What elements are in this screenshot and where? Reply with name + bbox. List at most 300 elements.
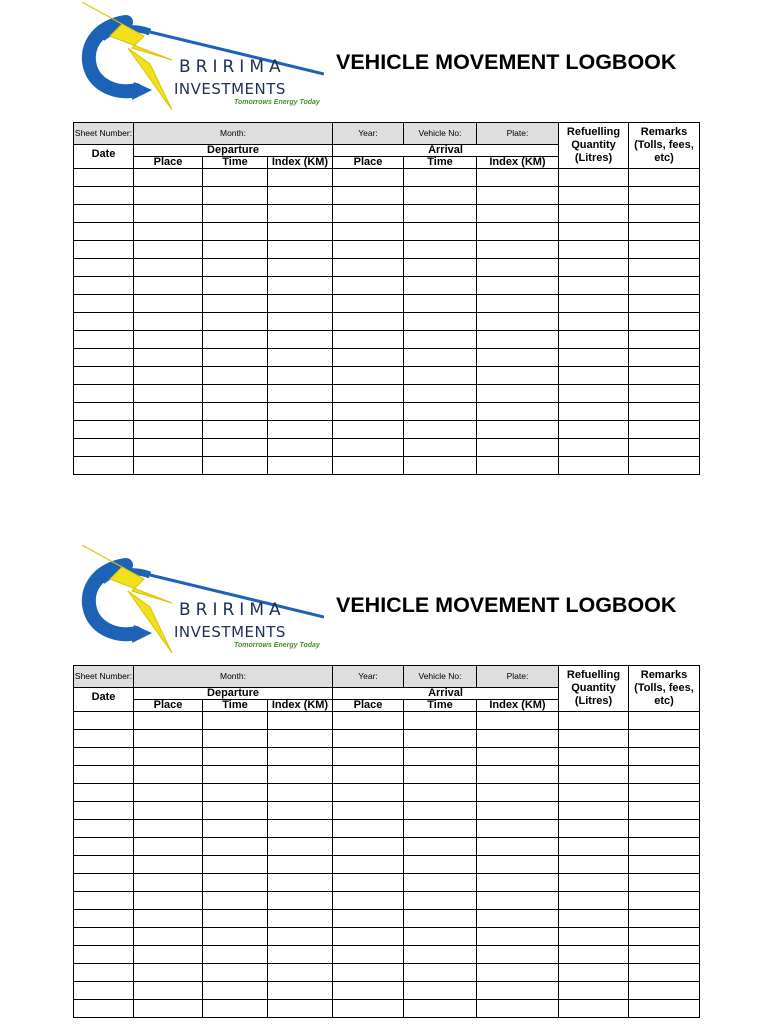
departure-index-cell[interactable] (268, 982, 333, 1000)
arrival-place-cell[interactable] (333, 331, 404, 349)
departure-place-cell[interactable] (134, 205, 203, 223)
departure-index-cell[interactable] (268, 784, 333, 802)
departure-time-cell[interactable] (203, 457, 268, 475)
departure-place-cell[interactable] (134, 403, 203, 421)
arrival-index-cell[interactable] (477, 784, 559, 802)
arrival-time-cell[interactable] (404, 766, 477, 784)
departure-time-cell[interactable] (203, 259, 268, 277)
departure-place-cell[interactable] (134, 964, 203, 982)
departure-index-cell[interactable] (268, 169, 333, 187)
arrival-place-cell[interactable] (333, 169, 404, 187)
arrival-place-cell[interactable] (333, 712, 404, 730)
departure-place-cell[interactable] (134, 730, 203, 748)
departure-place-cell[interactable] (134, 457, 203, 475)
refuelling-cell[interactable] (559, 946, 629, 964)
arrival-time-cell[interactable] (404, 313, 477, 331)
refuelling-cell[interactable] (559, 187, 629, 205)
arrival-time-cell[interactable] (404, 820, 477, 838)
date-cell[interactable] (74, 820, 134, 838)
arrival-place-cell[interactable] (333, 964, 404, 982)
arrival-time-cell[interactable] (404, 928, 477, 946)
arrival-index-cell[interactable] (477, 730, 559, 748)
departure-time-cell[interactable] (203, 367, 268, 385)
departure-index-cell[interactable] (268, 892, 333, 910)
arrival-time-cell[interactable] (404, 205, 477, 223)
refuelling-cell[interactable] (559, 295, 629, 313)
arrival-index-cell[interactable] (477, 385, 559, 403)
remarks-cell[interactable] (629, 874, 700, 892)
departure-time-cell[interactable] (203, 766, 268, 784)
refuelling-cell[interactable] (559, 838, 629, 856)
arrival-place-cell[interactable] (333, 403, 404, 421)
refuelling-cell[interactable] (559, 1000, 629, 1018)
departure-time-cell[interactable] (203, 241, 268, 259)
departure-index-cell[interactable] (268, 856, 333, 874)
departure-time-cell[interactable] (203, 982, 268, 1000)
remarks-cell[interactable] (629, 439, 700, 457)
refuelling-cell[interactable] (559, 259, 629, 277)
departure-place-cell[interactable] (134, 169, 203, 187)
departure-place-cell[interactable] (134, 331, 203, 349)
remarks-cell[interactable] (629, 820, 700, 838)
departure-index-cell[interactable] (268, 730, 333, 748)
arrival-time-cell[interactable] (404, 856, 477, 874)
arrival-time-cell[interactable] (404, 439, 477, 457)
remarks-cell[interactable] (629, 349, 700, 367)
departure-place-cell[interactable] (134, 313, 203, 331)
refuelling-cell[interactable] (559, 964, 629, 982)
arrival-time-cell[interactable] (404, 187, 477, 205)
arrival-time-cell[interactable] (404, 874, 477, 892)
departure-time-cell[interactable] (203, 1000, 268, 1018)
departure-time-cell[interactable] (203, 928, 268, 946)
departure-place-cell[interactable] (134, 856, 203, 874)
departure-time-cell[interactable] (203, 856, 268, 874)
departure-time-cell[interactable] (203, 892, 268, 910)
refuelling-cell[interactable] (559, 766, 629, 784)
arrival-place-cell[interactable] (333, 241, 404, 259)
arrival-place-cell[interactable] (333, 838, 404, 856)
refuelling-cell[interactable] (559, 802, 629, 820)
remarks-cell[interactable] (629, 331, 700, 349)
departure-time-cell[interactable] (203, 712, 268, 730)
date-cell[interactable] (74, 241, 134, 259)
arrival-index-cell[interactable] (477, 820, 559, 838)
refuelling-cell[interactable] (559, 313, 629, 331)
arrival-index-cell[interactable] (477, 313, 559, 331)
arrival-place-cell[interactable] (333, 259, 404, 277)
arrival-place-cell[interactable] (333, 946, 404, 964)
arrival-time-cell[interactable] (404, 730, 477, 748)
remarks-cell[interactable] (629, 928, 700, 946)
date-cell[interactable] (74, 964, 134, 982)
arrival-index-cell[interactable] (477, 910, 559, 928)
departure-time-cell[interactable] (203, 403, 268, 421)
arrival-place-cell[interactable] (333, 385, 404, 403)
departure-place-cell[interactable] (134, 187, 203, 205)
remarks-cell[interactable] (629, 730, 700, 748)
arrival-time-cell[interactable] (404, 892, 477, 910)
arrival-index-cell[interactable] (477, 439, 559, 457)
refuelling-cell[interactable] (559, 385, 629, 403)
departure-time-cell[interactable] (203, 730, 268, 748)
arrival-time-cell[interactable] (404, 403, 477, 421)
date-cell[interactable] (74, 403, 134, 421)
arrival-index-cell[interactable] (477, 205, 559, 223)
arrival-place-cell[interactable] (333, 295, 404, 313)
refuelling-cell[interactable] (559, 892, 629, 910)
date-cell[interactable] (74, 856, 134, 874)
remarks-cell[interactable] (629, 169, 700, 187)
arrival-time-cell[interactable] (404, 748, 477, 766)
departure-index-cell[interactable] (268, 802, 333, 820)
departure-place-cell[interactable] (134, 838, 203, 856)
departure-time-cell[interactable] (203, 349, 268, 367)
arrival-time-cell[interactable] (404, 784, 477, 802)
date-cell[interactable] (74, 928, 134, 946)
arrival-index-cell[interactable] (477, 187, 559, 205)
departure-index-cell[interactable] (268, 457, 333, 475)
departure-index-cell[interactable] (268, 349, 333, 367)
arrival-index-cell[interactable] (477, 964, 559, 982)
date-cell[interactable] (74, 295, 134, 313)
departure-place-cell[interactable] (134, 910, 203, 928)
departure-time-cell[interactable] (203, 421, 268, 439)
date-cell[interactable] (74, 892, 134, 910)
date-cell[interactable] (74, 313, 134, 331)
date-cell[interactable] (74, 910, 134, 928)
arrival-place-cell[interactable] (333, 748, 404, 766)
departure-index-cell[interactable] (268, 820, 333, 838)
departure-time-cell[interactable] (203, 874, 268, 892)
arrival-place-cell[interactable] (333, 223, 404, 241)
arrival-index-cell[interactable] (477, 892, 559, 910)
arrival-place-cell[interactable] (333, 457, 404, 475)
departure-place-cell[interactable] (134, 784, 203, 802)
arrival-time-cell[interactable] (404, 838, 477, 856)
arrival-place-cell[interactable] (333, 910, 404, 928)
departure-place-cell[interactable] (134, 982, 203, 1000)
refuelling-cell[interactable] (559, 928, 629, 946)
arrival-time-cell[interactable] (404, 331, 477, 349)
departure-index-cell[interactable] (268, 910, 333, 928)
remarks-cell[interactable] (629, 403, 700, 421)
remarks-cell[interactable] (629, 892, 700, 910)
departure-index-cell[interactable] (268, 712, 333, 730)
arrival-place-cell[interactable] (333, 277, 404, 295)
departure-place-cell[interactable] (134, 712, 203, 730)
arrival-index-cell[interactable] (477, 856, 559, 874)
arrival-place-cell[interactable] (333, 205, 404, 223)
arrival-index-cell[interactable] (477, 874, 559, 892)
departure-time-cell[interactable] (203, 385, 268, 403)
arrival-index-cell[interactable] (477, 367, 559, 385)
remarks-cell[interactable] (629, 241, 700, 259)
date-cell[interactable] (74, 169, 134, 187)
remarks-cell[interactable] (629, 784, 700, 802)
date-cell[interactable] (74, 712, 134, 730)
departure-place-cell[interactable] (134, 277, 203, 295)
remarks-cell[interactable] (629, 766, 700, 784)
arrival-index-cell[interactable] (477, 349, 559, 367)
date-cell[interactable] (74, 784, 134, 802)
arrival-place-cell[interactable] (333, 928, 404, 946)
refuelling-cell[interactable] (559, 277, 629, 295)
departure-time-cell[interactable] (203, 820, 268, 838)
refuelling-cell[interactable] (559, 910, 629, 928)
departure-time-cell[interactable] (203, 169, 268, 187)
departure-index-cell[interactable] (268, 748, 333, 766)
remarks-cell[interactable] (629, 1000, 700, 1018)
arrival-time-cell[interactable] (404, 457, 477, 475)
arrival-time-cell[interactable] (404, 964, 477, 982)
departure-time-cell[interactable] (203, 439, 268, 457)
remarks-cell[interactable] (629, 964, 700, 982)
departure-time-cell[interactable] (203, 910, 268, 928)
arrival-time-cell[interactable] (404, 277, 477, 295)
refuelling-cell[interactable] (559, 874, 629, 892)
refuelling-cell[interactable] (559, 982, 629, 1000)
arrival-place-cell[interactable] (333, 874, 404, 892)
arrival-time-cell[interactable] (404, 1000, 477, 1018)
departure-index-cell[interactable] (268, 928, 333, 946)
arrival-place-cell[interactable] (333, 856, 404, 874)
arrival-place-cell[interactable] (333, 802, 404, 820)
departure-index-cell[interactable] (268, 187, 333, 205)
departure-index-cell[interactable] (268, 439, 333, 457)
departure-index-cell[interactable] (268, 964, 333, 982)
departure-index-cell[interactable] (268, 421, 333, 439)
arrival-index-cell[interactable] (477, 766, 559, 784)
refuelling-cell[interactable] (559, 820, 629, 838)
arrival-index-cell[interactable] (477, 169, 559, 187)
arrival-time-cell[interactable] (404, 349, 477, 367)
date-cell[interactable] (74, 259, 134, 277)
remarks-cell[interactable] (629, 187, 700, 205)
departure-time-cell[interactable] (203, 295, 268, 313)
departure-index-cell[interactable] (268, 241, 333, 259)
remarks-cell[interactable] (629, 946, 700, 964)
arrival-place-cell[interactable] (333, 349, 404, 367)
departure-time-cell[interactable] (203, 313, 268, 331)
remarks-cell[interactable] (629, 223, 700, 241)
refuelling-cell[interactable] (559, 784, 629, 802)
refuelling-cell[interactable] (559, 712, 629, 730)
arrival-place-cell[interactable] (333, 367, 404, 385)
refuelling-cell[interactable] (559, 241, 629, 259)
remarks-cell[interactable] (629, 457, 700, 475)
date-cell[interactable] (74, 730, 134, 748)
arrival-time-cell[interactable] (404, 367, 477, 385)
arrival-time-cell[interactable] (404, 169, 477, 187)
arrival-index-cell[interactable] (477, 223, 559, 241)
arrival-time-cell[interactable] (404, 241, 477, 259)
arrival-index-cell[interactable] (477, 259, 559, 277)
departure-index-cell[interactable] (268, 223, 333, 241)
departure-time-cell[interactable] (203, 187, 268, 205)
refuelling-cell[interactable] (559, 439, 629, 457)
arrival-place-cell[interactable] (333, 784, 404, 802)
arrival-place-cell[interactable] (333, 730, 404, 748)
refuelling-cell[interactable] (559, 169, 629, 187)
refuelling-cell[interactable] (559, 748, 629, 766)
departure-time-cell[interactable] (203, 331, 268, 349)
departure-place-cell[interactable] (134, 1000, 203, 1018)
remarks-cell[interactable] (629, 205, 700, 223)
arrival-time-cell[interactable] (404, 259, 477, 277)
departure-place-cell[interactable] (134, 748, 203, 766)
date-cell[interactable] (74, 187, 134, 205)
arrival-time-cell[interactable] (404, 712, 477, 730)
refuelling-cell[interactable] (559, 856, 629, 874)
remarks-cell[interactable] (629, 748, 700, 766)
departure-time-cell[interactable] (203, 838, 268, 856)
departure-time-cell[interactable] (203, 964, 268, 982)
arrival-place-cell[interactable] (333, 820, 404, 838)
departure-time-cell[interactable] (203, 748, 268, 766)
departure-time-cell[interactable] (203, 277, 268, 295)
departure-index-cell[interactable] (268, 295, 333, 313)
arrival-index-cell[interactable] (477, 295, 559, 313)
remarks-cell[interactable] (629, 838, 700, 856)
departure-place-cell[interactable] (134, 802, 203, 820)
refuelling-cell[interactable] (559, 331, 629, 349)
arrival-place-cell[interactable] (333, 439, 404, 457)
arrival-index-cell[interactable] (477, 802, 559, 820)
departure-place-cell[interactable] (134, 439, 203, 457)
date-cell[interactable] (74, 223, 134, 241)
date-cell[interactable] (74, 838, 134, 856)
departure-index-cell[interactable] (268, 277, 333, 295)
departure-index-cell[interactable] (268, 259, 333, 277)
date-cell[interactable] (74, 277, 134, 295)
departure-index-cell[interactable] (268, 367, 333, 385)
arrival-place-cell[interactable] (333, 766, 404, 784)
departure-index-cell[interactable] (268, 385, 333, 403)
remarks-cell[interactable] (629, 982, 700, 1000)
refuelling-cell[interactable] (559, 421, 629, 439)
arrival-index-cell[interactable] (477, 457, 559, 475)
date-cell[interactable] (74, 802, 134, 820)
date-cell[interactable] (74, 748, 134, 766)
arrival-place-cell[interactable] (333, 1000, 404, 1018)
remarks-cell[interactable] (629, 277, 700, 295)
remarks-cell[interactable] (629, 802, 700, 820)
arrival-time-cell[interactable] (404, 295, 477, 313)
date-cell[interactable] (74, 766, 134, 784)
arrival-time-cell[interactable] (404, 946, 477, 964)
departure-time-cell[interactable] (203, 784, 268, 802)
date-cell[interactable] (74, 349, 134, 367)
refuelling-cell[interactable] (559, 403, 629, 421)
departure-place-cell[interactable] (134, 820, 203, 838)
arrival-time-cell[interactable] (404, 802, 477, 820)
date-cell[interactable] (74, 421, 134, 439)
remarks-cell[interactable] (629, 385, 700, 403)
departure-index-cell[interactable] (268, 331, 333, 349)
departure-place-cell[interactable] (134, 367, 203, 385)
departure-place-cell[interactable] (134, 421, 203, 439)
arrival-place-cell[interactable] (333, 421, 404, 439)
remarks-cell[interactable] (629, 367, 700, 385)
departure-place-cell[interactable] (134, 385, 203, 403)
date-cell[interactable] (74, 367, 134, 385)
date-cell[interactable] (74, 385, 134, 403)
departure-place-cell[interactable] (134, 241, 203, 259)
arrival-time-cell[interactable] (404, 421, 477, 439)
date-cell[interactable] (74, 205, 134, 223)
refuelling-cell[interactable] (559, 730, 629, 748)
remarks-cell[interactable] (629, 910, 700, 928)
departure-index-cell[interactable] (268, 403, 333, 421)
departure-place-cell[interactable] (134, 766, 203, 784)
refuelling-cell[interactable] (559, 205, 629, 223)
departure-index-cell[interactable] (268, 946, 333, 964)
arrival-index-cell[interactable] (477, 403, 559, 421)
departure-index-cell[interactable] (268, 838, 333, 856)
arrival-time-cell[interactable] (404, 385, 477, 403)
departure-place-cell[interactable] (134, 946, 203, 964)
departure-time-cell[interactable] (203, 205, 268, 223)
departure-index-cell[interactable] (268, 766, 333, 784)
remarks-cell[interactable] (629, 856, 700, 874)
refuelling-cell[interactable] (559, 457, 629, 475)
departure-place-cell[interactable] (134, 928, 203, 946)
arrival-place-cell[interactable] (333, 982, 404, 1000)
arrival-index-cell[interactable] (477, 277, 559, 295)
arrival-place-cell[interactable] (333, 892, 404, 910)
date-cell[interactable] (74, 331, 134, 349)
departure-place-cell[interactable] (134, 223, 203, 241)
date-cell[interactable] (74, 946, 134, 964)
arrival-place-cell[interactable] (333, 313, 404, 331)
arrival-index-cell[interactable] (477, 1000, 559, 1018)
date-cell[interactable] (74, 982, 134, 1000)
departure-place-cell[interactable] (134, 349, 203, 367)
date-cell[interactable] (74, 874, 134, 892)
arrival-index-cell[interactable] (477, 241, 559, 259)
departure-place-cell[interactable] (134, 892, 203, 910)
arrival-index-cell[interactable] (477, 748, 559, 766)
date-cell[interactable] (74, 1000, 134, 1018)
refuelling-cell[interactable] (559, 349, 629, 367)
remarks-cell[interactable] (629, 295, 700, 313)
arrival-index-cell[interactable] (477, 712, 559, 730)
arrival-time-cell[interactable] (404, 910, 477, 928)
arrival-index-cell[interactable] (477, 982, 559, 1000)
arrival-index-cell[interactable] (477, 838, 559, 856)
arrival-index-cell[interactable] (477, 331, 559, 349)
date-cell[interactable] (74, 439, 134, 457)
departure-time-cell[interactable] (203, 802, 268, 820)
departure-time-cell[interactable] (203, 223, 268, 241)
remarks-cell[interactable] (629, 421, 700, 439)
remarks-cell[interactable] (629, 259, 700, 277)
refuelling-cell[interactable] (559, 367, 629, 385)
arrival-index-cell[interactable] (477, 421, 559, 439)
arrival-index-cell[interactable] (477, 946, 559, 964)
departure-index-cell[interactable] (268, 1000, 333, 1018)
date-cell[interactable] (74, 457, 134, 475)
departure-index-cell[interactable] (268, 205, 333, 223)
departure-index-cell[interactable] (268, 874, 333, 892)
arrival-time-cell[interactable] (404, 982, 477, 1000)
departure-index-cell[interactable] (268, 313, 333, 331)
departure-place-cell[interactable] (134, 874, 203, 892)
arrival-place-cell[interactable] (333, 187, 404, 205)
arrival-index-cell[interactable] (477, 928, 559, 946)
departure-time-cell[interactable] (203, 946, 268, 964)
